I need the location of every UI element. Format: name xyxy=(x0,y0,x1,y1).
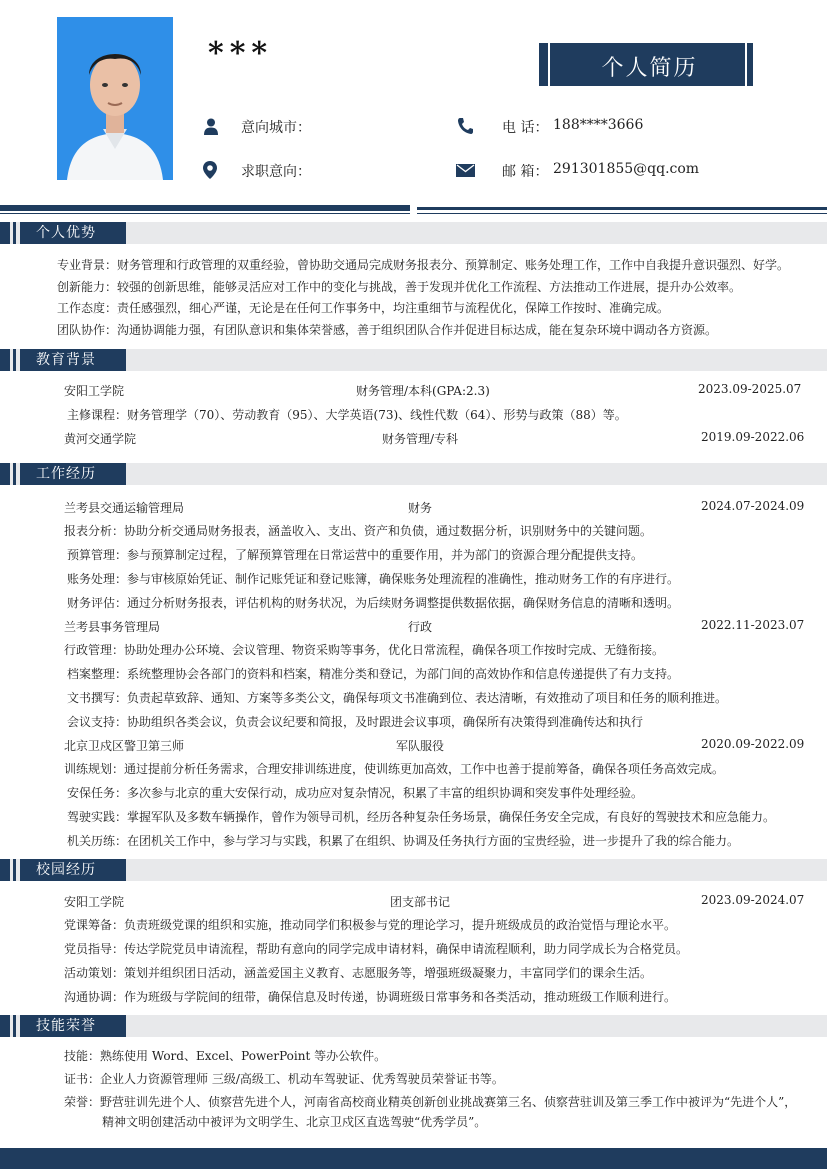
section-education-title: 教育背景 xyxy=(20,349,126,371)
phone-icon xyxy=(457,117,473,135)
work-org-3: 北京卫戍区警卫第三师 xyxy=(64,739,185,753)
phone-label: 电 话： xyxy=(502,120,549,136)
work-item: 行政管理：协助处理办公环境、会议管理、物资采购等事务，优化日常流程，确保各项工作按时完成、无缝衔接。 xyxy=(64,643,665,657)
section-work-title: 工作经历 xyxy=(20,463,126,485)
edu-major-1: 财务管理/本科(GPA:2.3) xyxy=(356,384,490,398)
advantage-line: 专业背景：财务管理和行政管理的双重经验，曾协助交通局完成财务报表分、预算制定、账务处理工作，工作中自我提升意识强烈、好学。 xyxy=(57,258,790,272)
campus-date: 2023.09-2024.07 xyxy=(701,893,805,907)
work-item: 财务评估：通过分析财务报表，评估机构的财务状况，为后续财务调整提供数据依据，确保财务信息的清晰和透明。 xyxy=(67,596,680,610)
resume-title-box xyxy=(539,43,753,86)
work-org-1: 兰考县交通运输管理局 xyxy=(64,501,185,515)
work-date-2: 2022.11-2023.07 xyxy=(701,618,805,632)
skills-certificates: 证书：企业人力资源管理师 三级/高级工、机动车驾驶证、优秀驾驶员荣誉证书等。 xyxy=(64,1072,504,1086)
campus-item: 党员指导：传达学院党员申请流程，帮助有意向的同学完成申请材料，确保申请流程顺利，助力同学成长为合格党员。 xyxy=(64,942,689,956)
section-campus-header xyxy=(0,859,827,881)
city-label: 意向城市： xyxy=(241,120,311,136)
header-divider-right xyxy=(417,207,827,210)
edu-major-2: 财务管理/专科 xyxy=(382,432,459,446)
job-intent-label: 求职意向： xyxy=(241,164,311,180)
person-icon xyxy=(203,118,219,135)
footer-bar xyxy=(0,1148,827,1169)
email-value: 291301855@qq.com xyxy=(553,161,700,177)
skills-honors-cont: 精神文明创建活动中被评为文明学生、北京卫戍区直选驾驶“优秀学员”。 xyxy=(102,1115,487,1129)
work-item: 机关历练：在团机关工作中，参与学习与实践，积累了在组织、协调及任务执行方面的宝贵经验，进一步提升了我的综合能力。 xyxy=(67,834,740,848)
resume-title: 个人简历 xyxy=(601,56,698,81)
work-item: 档案整理：系统整理协会各部门的资料和档案，精准分类和登记，为部门间的高效协作和信息传递提供了有力支持。 xyxy=(67,667,680,681)
section-work-header xyxy=(0,463,827,485)
skills-honors: 荣誉：野营驻训先进个人、侦察营先进个人，河南省高校商业精英创新创业挑战赛第三名、侦察营驻训及第三季工作中被评为“先进个人”， xyxy=(64,1095,797,1109)
edu-school-2: 黄河交通学院 xyxy=(64,432,137,446)
advantage-line: 团队协作：沟通协调能力强，有团队意识和集体荣誉感，善于组织团队合作并促进目标达成，能在复杂环境中调动各方资源。 xyxy=(57,323,718,337)
profile-photo-image xyxy=(57,17,173,180)
campus-role: 团支部书记 xyxy=(390,895,451,909)
work-role-1: 财务 xyxy=(408,501,433,515)
section-advantage-header xyxy=(0,222,827,244)
campus-org: 安阳工学院 xyxy=(64,895,125,909)
advantage-line: 创新能力：较强的创新思维，能够灵活应对工作中的变化与挑战，善于发现并优化工作流程、方法推动工作进展，提升办公效率。 xyxy=(57,280,742,294)
header-divider-left-thin xyxy=(0,213,410,214)
campus-item: 活动策划：策划并组织团日活动，涵盖爱国主义教育、志愿服务等，增强班级凝聚力，丰富同学们的课余生活。 xyxy=(64,966,653,980)
edu-date-1: 2023.09-2025.07 xyxy=(698,382,802,396)
mail-icon xyxy=(456,164,475,177)
candidate-name: *** xyxy=(208,36,274,71)
work-item: 文书撰写：负责起草致辞、通知、方案等多类公文，确保每项文书准确到位、表达清晰，有效推动了项目和任务的顺利推进。 xyxy=(67,691,728,705)
phone-value: 188****3666 xyxy=(553,117,644,133)
edu-courses: 主修课程：财务管理学（70）、劳动教育（95）、大学英语(73)、线性代数（64）、形势与政策（88）等。 xyxy=(67,408,627,422)
skills-software: 技能：熟练使用 Word、Excel、PowerPoint 等办公软件。 xyxy=(64,1049,387,1063)
edu-school-1: 安阳工学院 xyxy=(64,384,125,398)
work-item: 安保任务：多次参与北京的重大安保行动，成功应对复杂情况，积累了丰富的组织协调和突发事件处理经验。 xyxy=(67,786,644,800)
work-role-2: 行政 xyxy=(408,620,433,634)
work-date-1: 2024.07-2024.09 xyxy=(701,499,805,513)
work-date-3: 2020.09-2022.09 xyxy=(701,737,805,751)
header-divider-left xyxy=(0,205,410,211)
work-item: 训练规划：通过提前分析任务需求，合理安排训练进度，使训练更加高效，工作中也善于提前筹备，确保各项任务高效完成。 xyxy=(64,762,725,776)
work-org-2: 兰考县事务管理局 xyxy=(64,620,161,634)
section-campus-title: 校园经历 xyxy=(20,859,126,881)
section-advantage-title: 个人优势 xyxy=(20,222,126,244)
edu-date-2: 2019.09-2022.06 xyxy=(701,430,805,444)
work-role-3: 军队服役 xyxy=(396,739,445,753)
work-item: 账务处理：参与审核原始凭证、制作记账凭证和登记账簿，确保账务处理流程的准确性，推动财务工作的有序进行。 xyxy=(67,572,680,586)
email-label: 邮 箱： xyxy=(502,164,549,180)
section-skills-title: 技能荣誉 xyxy=(20,1015,126,1037)
advantage-line: 工作态度：责任感强烈，细心严谨，无论是在任何工作事务中，均注重细节与流程优化，保障工作按时、准确完成。 xyxy=(57,301,670,315)
work-item: 预算管理：参与预算制定过程，了解预算管理在日常运营中的重要作用，并为部门的资源合理分配提供支持。 xyxy=(67,548,644,562)
section-skills-header xyxy=(0,1015,827,1037)
profile-photo xyxy=(57,17,173,180)
section-education-header xyxy=(0,349,827,371)
campus-item: 沟通协调：作为班级与学院间的纽带，确保信息及时传递，协调班级日常事务和各类活动，推动班级工作顺利进行。 xyxy=(64,990,677,1004)
work-item: 报表分析：协助分析交通局财务报表，涵盖收入、支出、资产和负债，通过数据分析，识别财务中的关键问题。 xyxy=(64,524,653,538)
work-item: 驾驶实践：掌握军队及多数车辆操作，曾作为领导司机，经历各种复杂任务场景，确保任务安全完成，有良好的驾驶技术和应急能力。 xyxy=(67,810,776,824)
work-item: 会议支持：协助组织各类会议，负责会议纪要和简报，及时跟进会议事项，确保所有决策得到准确传达和执行 xyxy=(67,715,644,729)
campus-item: 党课筹备：负责班级党课的组织和实施，推动同学们积极参与党的理论学习，提升班级成员的政治觉悟与理论水平。 xyxy=(64,918,677,932)
location-icon xyxy=(203,161,217,179)
header-divider-right-thin xyxy=(417,213,827,214)
